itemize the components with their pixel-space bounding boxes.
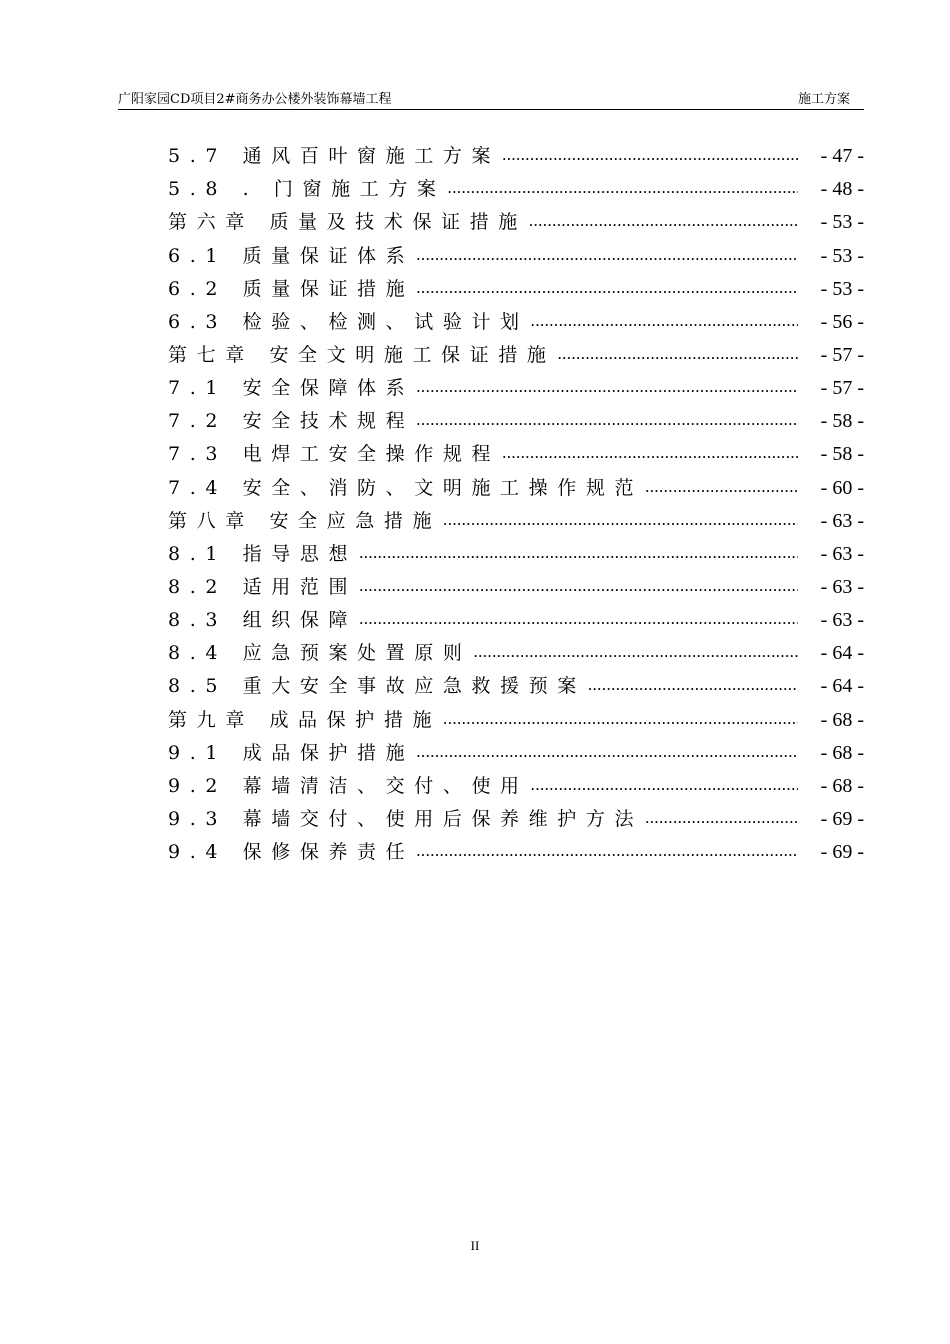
toc-entry-title: 9.1 成品保护措施	[168, 741, 415, 764]
toc-dot-leader	[416, 403, 798, 436]
toc-dot-leader	[416, 834, 798, 867]
toc-dot-leader	[443, 503, 798, 536]
toc-dot-leader	[448, 171, 798, 204]
toc-entry-page: - 58 -	[820, 443, 864, 466]
toc-entry-page: - 60 -	[820, 476, 864, 499]
toc-entry-title: 8.3 组织保障	[168, 609, 358, 632]
toc-entry-title: 7.1 安全保障体系	[168, 377, 415, 400]
toc-dot-leader	[359, 536, 798, 569]
toc-entry[interactable]	[168, 803, 864, 836]
toc-entry-title: 7.2 安全技术规程	[168, 410, 415, 433]
toc-entry[interactable]	[168, 538, 864, 571]
toc-entry-page: - 53 -	[820, 211, 864, 234]
toc-dot-leader	[557, 337, 798, 370]
toc-entry[interactable]	[168, 836, 864, 869]
toc-entry[interactable]	[168, 571, 864, 604]
toc-entry-title: 9.4 保修保养责任	[168, 841, 415, 864]
toc-entry[interactable]	[168, 306, 864, 339]
toc-dot-leader	[359, 569, 798, 602]
toc-dot-leader	[502, 138, 798, 171]
toc-dot-leader	[529, 204, 798, 237]
toc-entry-page: - 68 -	[820, 708, 864, 731]
toc-entry-title: 第六章 质量及技术保证措施	[168, 211, 527, 234]
toc-entry-title: 7.4 安全、消防、文明施工操作规范	[168, 476, 644, 499]
toc-entry[interactable]	[168, 206, 864, 239]
toc-entry-title: 第八章 安全应急措施	[168, 509, 442, 532]
toc-entry[interactable]	[168, 505, 864, 538]
toc-entry-title: 6.2 质量保证措施	[168, 277, 415, 300]
toc-entry-page: - 56 -	[820, 310, 864, 333]
toc-dot-leader	[645, 470, 798, 503]
toc-entry[interactable]	[168, 438, 864, 471]
toc-entry[interactable]	[168, 339, 864, 372]
toc-entry-title: 9.2 幕墙清洁、交付、使用	[168, 774, 529, 797]
toc-entry-page: - 57 -	[820, 343, 864, 366]
toc-dot-leader	[502, 436, 798, 469]
toc-entry-title: 7.3 电焊工安全操作规程	[168, 443, 501, 466]
header-project-title: 广阳家园CD项目2#商务办公楼外装饰幕墙工程	[118, 92, 392, 107]
toc-entry-page: - 68 -	[820, 741, 864, 764]
toc-entry[interactable]	[168, 604, 864, 637]
toc-entry-title: 9.3 幕墙交付、使用后保养维护方法	[168, 807, 644, 830]
toc-dot-leader	[359, 602, 798, 635]
toc-dot-leader	[443, 702, 798, 735]
toc-entry-page: - 53 -	[820, 277, 864, 300]
toc-entry[interactable]	[168, 637, 864, 670]
toc-dot-leader	[416, 370, 798, 403]
toc-entry[interactable]	[168, 737, 864, 770]
toc-dot-leader	[531, 304, 798, 337]
toc-entry-title: 8.1 指导思想	[168, 542, 358, 565]
page-header	[118, 91, 864, 110]
toc-entry[interactable]	[168, 770, 864, 803]
header-document-type: 施工方案	[797, 92, 850, 107]
toc-entry[interactable]	[168, 140, 864, 173]
toc-dot-leader	[645, 801, 798, 834]
toc-dot-leader	[416, 735, 798, 768]
toc-entry-title: 6.1 质量保证体系	[168, 244, 415, 267]
toc-entry-page: - 63 -	[820, 542, 864, 565]
toc-entry-page: - 63 -	[820, 609, 864, 632]
toc-entry-page: - 68 -	[820, 774, 864, 797]
toc-entry-page: - 69 -	[820, 841, 864, 864]
toc-entry-page: - 63 -	[820, 575, 864, 598]
toc-entry-title: 5.7 通风百叶窗施工方案	[168, 145, 501, 168]
toc-entry-title: 8.2 适用范围	[168, 575, 358, 598]
toc-entry-page: - 64 -	[820, 642, 864, 665]
toc-entry-page: - 57 -	[820, 377, 864, 400]
toc-entry-title: 5.8 . 门窗施工方案	[168, 178, 446, 201]
toc-entry-title: 8.4 应急预案处置原则	[168, 642, 472, 665]
toc-dot-leader	[588, 668, 798, 701]
toc-entry-page: - 63 -	[820, 509, 864, 532]
toc-entry[interactable]	[168, 273, 864, 306]
toc-entry-page: - 53 -	[820, 244, 864, 267]
toc-entry-page: - 64 -	[820, 675, 864, 698]
table-of-contents	[168, 140, 864, 869]
toc-entry-page: - 47 -	[820, 145, 864, 168]
toc-dot-leader	[416, 271, 798, 304]
toc-entry[interactable]	[168, 670, 864, 703]
toc-entry[interactable]	[168, 471, 864, 504]
toc-entry-page: - 69 -	[820, 807, 864, 830]
toc-entry-title: 6.3 检验、检测、试验计划	[168, 310, 529, 333]
toc-entry-title: 第七章 安全文明施工保证措施	[168, 343, 556, 366]
toc-entry[interactable]	[168, 703, 864, 736]
toc-dot-leader	[473, 635, 798, 668]
toc-dot-leader	[416, 238, 798, 271]
toc-entry[interactable]	[168, 239, 864, 272]
toc-entry[interactable]	[168, 405, 864, 438]
page-number: II	[470, 1238, 480, 1253]
toc-entry[interactable]	[168, 173, 864, 206]
toc-entry[interactable]	[168, 372, 864, 405]
toc-entry-title: 8.5 重大安全事故应急救援预案	[168, 675, 586, 698]
toc-entry-page: - 48 -	[820, 178, 864, 201]
toc-entry-page: - 58 -	[820, 410, 864, 433]
toc-entry-title: 第九章 成品保护措施	[168, 708, 442, 731]
toc-dot-leader	[531, 768, 798, 801]
